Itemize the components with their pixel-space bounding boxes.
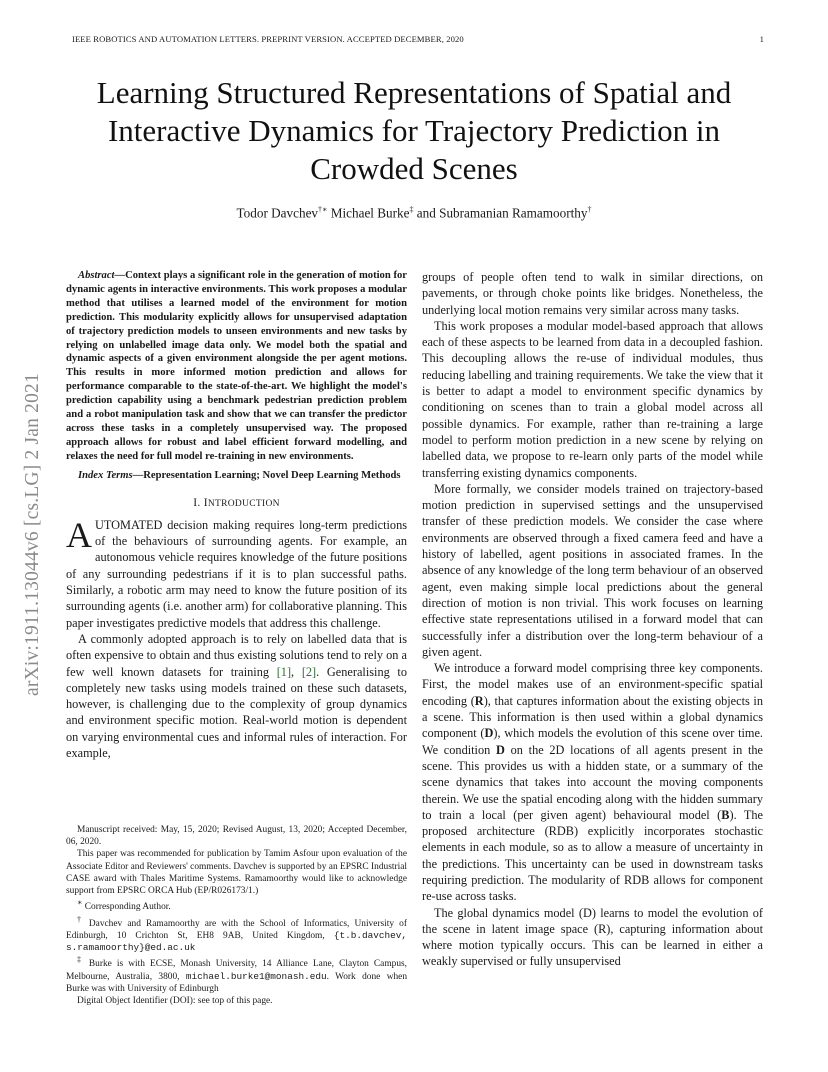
- left-column: [66, 269, 407, 761]
- footnote-corresponding: [66, 897, 407, 913]
- dropcap-letter: A: [66, 514, 92, 555]
- p4-text-b: ), that captures information about the existing objects in a scene. This information is then used within a global dynamics component (: [422, 693, 763, 741]
- footnote-ddagger-mark: ‡: [77, 955, 84, 965]
- section-title-initial: I: [203, 496, 208, 509]
- footnote-dagger: [66, 914, 407, 955]
- section-heading-introduction: [66, 495, 407, 512]
- section-numeral: I.: [193, 496, 201, 509]
- intro-paragraph-2-text-b: . Generalising to completely new tasks using models trained on these such datasets, however, is challenging due to the complexity of group dynamics and environment specific motion. Real-world motion is dependent on varying environmental cues and informal rules of interaction. For example,: [66, 664, 407, 761]
- author-davchev-affiliation-mark: †∗: [318, 205, 328, 214]
- abstract-label: Abstract: [78, 270, 115, 281]
- right-paragraph-2: This work proposes a modular model-based approach that allows each of these aspects to be learned from data in a decoupled fashion. This decoupling allows the re-use of individual modules, thus reducing labelling and training requirements. We take the view that it is better to adapt a model to environment specific dynamics by conditioning on scenes than to train a global model across all possible dynamics. For example, rather than re-training a large model to perform motion prediction in a new scene by relying on labelled data, we propose to re-learn only parts of the model while transferring existing dynamics components.: [422, 318, 763, 480]
- p4-text-a: We introduce a forward model comprising three key components. First, the model makes use of an environment-specific spatial encoding (: [422, 661, 763, 708]
- index-terms-text: —Representation Learning; Novel Deep Learning Methods: [132, 469, 401, 481]
- right-column: [422, 269, 763, 970]
- footnote-ddagger-text-2: . Work done when Burke was with University of Edinburgh: [66, 971, 408, 994]
- running-header: [72, 34, 764, 48]
- footnote-corresponding-text: Corresponding Author.: [84, 902, 171, 913]
- symbol-D: D: [484, 726, 494, 741]
- citation-link-2[interactable]: [2]: [301, 664, 317, 679]
- author-ramamoorthy-affiliation-mark: †: [587, 205, 592, 214]
- right-paragraph-5: The global dynamics model (D) learns to model the evolution of the scene in latent image space (R), capturing information about where motion typically occurs. This can be learned in either a weakly supervised or fully unsupervised: [422, 905, 763, 969]
- index-terms-label: Index Terms: [78, 469, 133, 481]
- citation-link-1[interactable]: [1]: [276, 664, 292, 679]
- right-paragraph-4: [422, 660, 763, 904]
- intro-paragraph-2-text-a: A commonly adopted approach is to rely on labelled data that is often expensive to obtain and thus existing solutions tend to rely on a few well known datasets for training: [66, 631, 407, 679]
- author-burke: Michael Burke: [330, 205, 410, 221]
- footnote-recommended: This paper was recommended for publication by Tamim Asfour upon evaluation of the Associate Editor and Reviewers' comments. Davchev is supported by an EPSRC Industrial CASE award with Thales Maritime Systems. Ramamoorthy would like to acknowledge support from EPSRC ORCA Hub (EP/R026173/1.): [66, 849, 407, 897]
- abstract: [66, 269, 407, 464]
- footnote-ddagger-email[interactable]: michael.burke1@monash.edu: [185, 970, 327, 982]
- footnote-received: Manuscript received: May, 15, 2020; Revised August, 13, 2020; Accepted December, 06, 2020.: [66, 825, 407, 848]
- author-davchev: Todor Davchev: [236, 205, 319, 221]
- right-paragraph-1: groups of people often tend to walk in similar directions, on pavements, or through choke points like bridges. Nonetheless, the underlying local motion remains very similar across many tasks.: [422, 270, 763, 317]
- footnote-ddagger: [66, 954, 407, 995]
- citation-separator: ,: [291, 664, 302, 679]
- symbol-B: B: [721, 807, 730, 822]
- abstract-text: —Context plays a significant role in the generation of motion for dynamic agents in interactive environments. This work proposes a modular method that utilises a learned model of the environment for motion prediction. This modularity explicitly allows for unsupervised adaptation of trajectory prediction models to unseen environments and new tasks by relying on unlabelled image data only. We model both the spatial and dynamic aspects of a given environment alongside the per agent motions. This results in more informed motion prediction and allows for performance comparable to the state-of-the-art. We highlight the model's prediction capability using a benchmark pedestrian prediction problem and a robot manipulation task and show that we can transfer the predictor across these tasks in a completely unsupervised way. The proposed approach allows for robust and label efficient forward modelling, and relaxes the need for full model re-training in new environments.: [66, 270, 407, 462]
- symbol-D-second: D: [496, 742, 505, 757]
- right-paragraph-3: More formally, we consider models trained on trajectory-based motion prediction in supervised settings and the unsupervised transfer of these prediction models. We consider the case where environments are observed through a fixed camera feed and have a history of labelled, agent positions in associated frames. In the absence of any knowledge of the long term behaviour of an observed agent, even making simple local predictions about the general direction of motion is non trivial. This work focuses on learning effective state representations utilised in a forward model that can successfully infer a distribution over the long-term behaviour of a given agent.: [422, 481, 763, 659]
- footnote-ddagger-text: Burke is with ECSE, Monash University, 14 Alliance Lane, Clayton Campus, Melbourne, Australia, 3800,: [66, 959, 407, 982]
- footnote-corresponding-mark: ∗: [77, 898, 83, 908]
- author-list: [80, 205, 748, 221]
- intro-paragraph-2: [66, 631, 407, 761]
- author-conjunction: and: [416, 205, 436, 221]
- intro-paragraph-1: [66, 514, 407, 631]
- p4-text-c: ), which models the evolution of this scene over time. We condition: [422, 726, 764, 757]
- index-terms: [66, 469, 407, 483]
- author-ramamoorthy: Subramanian Ramamoorthy: [439, 205, 588, 221]
- paper-title: Learning Structured Representations of Spatial and Interactive Dynamics for Trajectory Prediction in Crowded Scenes: [96, 75, 732, 186]
- arxiv-stamp: arXiv:1911.13044v6 [cs.LG] 2 Jan 2021: [22, 373, 43, 697]
- page-number: 1: [759, 34, 764, 44]
- footnote-dagger-text: Davchev and Ramamoorthy are with the School of Informatics, University of Edinburgh, 10 Crichton St, EH8 9AB, United Kingdom,: [66, 918, 407, 941]
- footnotes: [66, 824, 407, 1007]
- p4-text-e: ). The proposed architecture (RDB) explicitly incorporates stochastic elements in each module, so as to allow a measure of uncertainty in the predictions. This uncertainty can be used in downstream tasks requiring prediction. The modularity of RDB allows for component re-use across tasks.: [422, 807, 764, 904]
- footnote-doi: Digital Object Identifier (DOI): see top of this page.: [77, 996, 273, 1007]
- running-title: IEEE ROBOTICS AND AUTOMATION LETTERS. PREPRINT VERSION. ACCEPTED DECEMBER, 2020: [72, 34, 464, 44]
- section-title-rest: NTRODUCTION: [207, 498, 280, 509]
- author-burke-affiliation-mark: ‡: [409, 205, 414, 214]
- intro-paragraph-1-text: UTOMATED decision making requires long-term predictions of the behaviours of surrounding agents. For example, an autonomous vehicle requires knowledge of the future positions of any surrounding pedestrians if it is to plan successful paths. Similarly, a robotic arm may need to know the future position of its surrounding agents (i.e. another arm) for collaborative planning. This paper investigates predictive models that address this challenge.: [66, 517, 407, 630]
- symbol-R: R: [474, 693, 484, 708]
- p4-text-d: on the 2D locations of all agents present in the scene. This provides us with a hidden state, or a summary of the scene dynamics that takes into account the moving components therein. We use the spatial encoding along with the hidden summary to train a local (per given agent) behavioural model (: [422, 742, 763, 822]
- footnote-dagger-mark: †: [77, 914, 84, 924]
- footnote-dagger-email[interactable]: {t.b.davchev, s.ramamoorthy}@ed.ac.uk: [66, 929, 407, 954]
